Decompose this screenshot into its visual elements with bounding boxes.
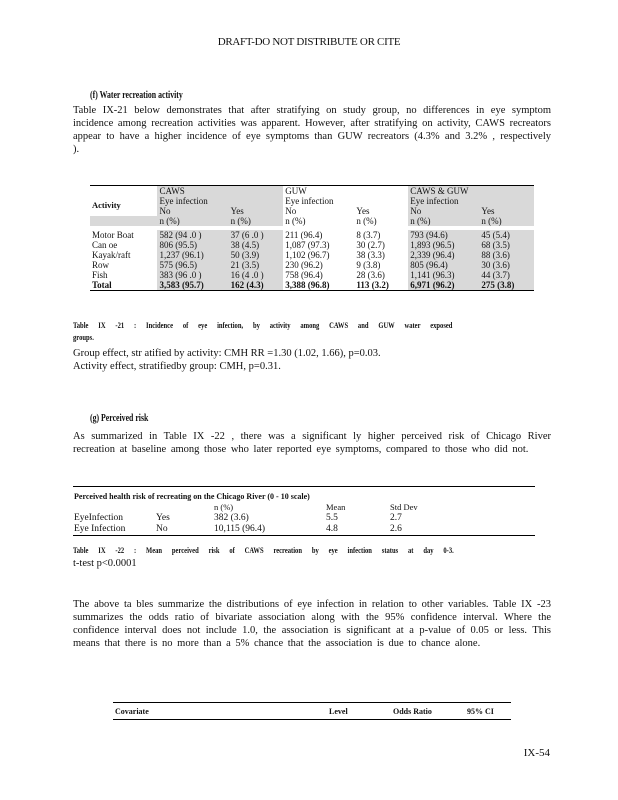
unit-label: n (%)	[229, 216, 284, 226]
cell-n: 10,115 (96.4)	[213, 524, 325, 536]
row-activity: Kayak/raft	[92, 250, 131, 260]
cell-caws-yes: 16 (4 .0 )	[229, 270, 284, 280]
col-yes: Yes	[356, 206, 370, 216]
section-g-paragraph: As summarized in Table IX -22 , there was a significant ly higher perceived risk of Chicago River recreation at baseline among those who later reported eye symptoms, compared to those who did not.	[73, 431, 551, 455]
table-22-header: Perceived health risk of recreating on the Chicago River (0 - 10 scale)	[73, 487, 535, 503]
cell-n: 382 (3.6)	[214, 513, 249, 523]
row-label: EyeInfection	[74, 513, 124, 523]
table-ix-21	[90, 185, 534, 291]
col-n: n (%)	[214, 502, 234, 512]
draft-header: DRAFT-DO NOT DISTRIBUTE OR CITE	[217, 36, 401, 48]
unit-label: n (%)	[285, 216, 306, 226]
eye-infection-subheader: Eye infection	[408, 196, 534, 206]
cell-all-yes: 88 (3.6)	[479, 250, 534, 260]
cell-mean: 5.5	[326, 513, 338, 523]
unit-label: n (%)	[408, 216, 479, 226]
cell-all-yes: 44 (3.7)	[479, 270, 534, 280]
cell-all-yes: 68 (3.5)	[479, 240, 534, 250]
col-yes: Yes	[479, 206, 534, 216]
eye-infection-subheader: Eye infection	[285, 196, 334, 206]
summary-paragraph: The above ta bles summarize the distributions of eye infection in relation to other variables. Table IX -23 summarizes the odds ratio of bivariate association along with the 95% confidence interval. Where the confidence interval does not include 1.0, the association is significant at a p-value of 0.05 or less. This means that there is no more than a 5% chance that the association is due to chance alone.	[73, 599, 551, 649]
cell-all-no: 793 (94.6)	[408, 230, 479, 240]
cell-caws-no: 1,237 (96.1)	[157, 250, 228, 260]
cell-guw-yes: 9 (3.8)	[356, 260, 381, 270]
cell-guw-no: 1,087 (97.3)	[285, 240, 330, 250]
cell-all-yes: 30 (3.6)	[479, 260, 534, 270]
unit-label: n (%)	[479, 216, 534, 226]
col-odds-ratio: Odds Ratio	[391, 703, 465, 720]
cell-guw-yes: 113 (3.2)	[354, 280, 408, 291]
col-yes: Yes	[229, 206, 284, 216]
group-effect-stat: Group effect, str atified by activity: CMH RR =1.30 (1.02, 1.66), p=0.03.	[73, 348, 381, 359]
group-all-header: CAWS & GUW	[408, 186, 534, 197]
table-row	[73, 524, 535, 536]
cell-caws-yes: 162 (4.3)	[229, 280, 284, 291]
t-test-stat: t-test p<0.0001	[73, 558, 137, 569]
table-ix-22	[73, 486, 535, 536]
row-activity: Can oe	[92, 240, 118, 250]
col-no: No	[157, 206, 228, 216]
cell-mean: 4.8	[325, 524, 389, 536]
cell-caws-yes: 50 (3.9)	[229, 250, 284, 260]
cell-caws-no: 575 (96.5)	[157, 260, 228, 270]
table-row	[90, 230, 534, 240]
section-g-title: (g) Perceived risk	[90, 413, 149, 424]
table-row	[90, 250, 534, 260]
col-ci: 95% CI	[465, 703, 511, 720]
col-level: Level	[327, 703, 391, 720]
col-no: No	[408, 206, 479, 216]
cell-caws-no: 806 (95.5)	[157, 240, 228, 250]
unit-label: n (%)	[356, 216, 377, 226]
cell-sd: 2.6	[389, 524, 535, 536]
cell-caws-yes: 37 (6 .0 )	[229, 230, 284, 240]
cell-guw-no: 211 (96.4)	[285, 230, 323, 240]
cell-guw-yes: 30 (2.7)	[356, 240, 385, 250]
group-caws-header: CAWS	[157, 186, 283, 197]
row-activity: Total	[90, 280, 157, 291]
table-21-caption-cont: groups.	[73, 333, 94, 342]
cell-guw-yes: 8 (3.7)	[356, 230, 381, 240]
activity-header: Activity	[90, 186, 157, 217]
cell-guw-yes: 38 (3.3)	[356, 250, 385, 260]
table-row	[90, 240, 534, 250]
eye-infection-subheader: Eye infection	[157, 196, 283, 206]
cell-sd: 2.7	[390, 513, 402, 523]
cell-caws-no: 582 (94 .0 )	[157, 230, 228, 240]
row-activity: Row	[92, 260, 110, 270]
table-ix-23	[113, 702, 511, 720]
cell-caws-yes: 38 (4.5)	[229, 240, 284, 250]
unit-label: n (%)	[157, 216, 228, 226]
cell-all-no: 1,141 (96.3)	[408, 270, 479, 280]
activity-effect-stat: Activity effect, stratifiedby group: CMH, p=0.31.	[73, 361, 281, 372]
cell-all-yes: 275 (3.8)	[479, 280, 534, 291]
cell-guw-no: 230 (96.2)	[285, 260, 323, 270]
page-number: IX-54	[523, 747, 550, 759]
cell-caws-no: 3,583 (95.7)	[157, 280, 228, 291]
table-total-row	[90, 280, 534, 291]
cell-caws-yes: 21 (3.5)	[229, 260, 284, 270]
cell-all-no: 6,971 (96.2)	[408, 280, 479, 291]
cell-all-no: 1,893 (96.5)	[408, 240, 479, 250]
col-mean: Mean	[326, 502, 346, 512]
row-value: Yes	[156, 513, 170, 523]
col-no: No	[285, 206, 297, 216]
table-22-caption: Table IX -22 : Mean perceived risk of CAWS recreation by eye infection status at day 0-3.	[73, 546, 454, 555]
table-row	[73, 513, 535, 524]
cell-guw-no: 3,388 (96.8)	[283, 280, 354, 291]
col-sd: Std Dev	[390, 502, 418, 512]
group-guw-header: GUW	[283, 186, 408, 197]
cell-guw-yes: 28 (3.6)	[356, 270, 385, 280]
table-21-caption: Table IX -21 : Incidence of eye infection, by activity among CAWS and GUW water exposed	[73, 321, 453, 330]
cell-all-no: 805 (96.4)	[408, 260, 479, 270]
section-f-paragraph: Table IX-21 below demonstrates that after stratifying on study group, no differences in eye symptom incidence among recreation activities was apparent. However, after stratifying on activity, CAWS recreators appear to have a higher incidence of eye symptoms than GUW recreators (4.3% and 3.2% , respectively ).	[73, 105, 551, 155]
col-covariate: Covariate	[113, 703, 327, 720]
table-row	[90, 260, 534, 270]
cell-caws-no: 383 (96 .0 )	[157, 270, 228, 280]
row-label: Eye Infection	[73, 524, 155, 536]
cell-all-no: 2,339 (96.4)	[408, 250, 479, 260]
row-value: No	[155, 524, 213, 536]
row-activity: Fish	[92, 270, 108, 280]
table-row	[90, 270, 534, 280]
row-activity: Motor Boat	[92, 230, 134, 240]
cell-all-yes: 45 (5.4)	[479, 230, 534, 240]
cell-guw-no: 758 (96.4)	[285, 270, 323, 280]
cell-guw-no: 1,102 (96.7)	[285, 250, 330, 260]
section-f-title: (f) Water recreation activity	[90, 90, 183, 101]
